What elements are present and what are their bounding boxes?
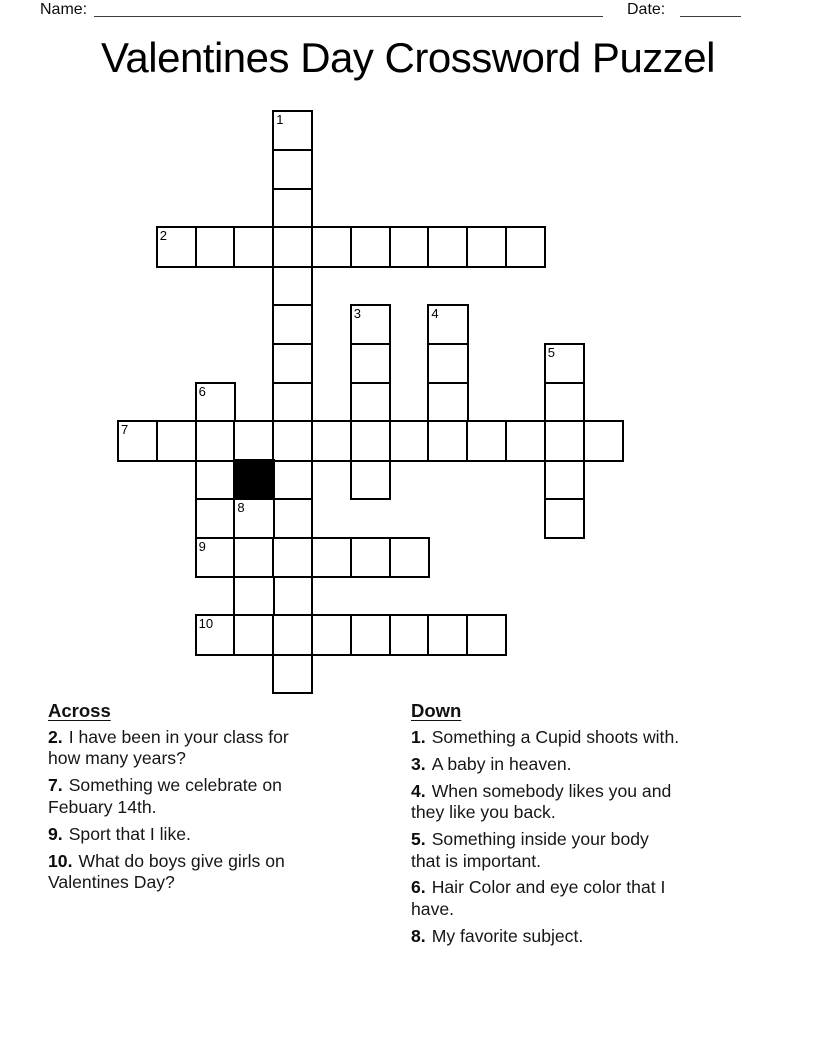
grid-cell[interactable] (272, 226, 313, 267)
black-cell (233, 459, 274, 500)
clue-number: 8. (411, 925, 426, 946)
cell-number: 7 (121, 422, 129, 438)
grid-cell[interactable] (505, 420, 546, 461)
grid-cell[interactable] (350, 459, 391, 500)
grid-cell[interactable] (272, 420, 313, 461)
grid-cell[interactable] (427, 382, 468, 423)
clue-number: 1. (411, 727, 426, 747)
across-clue-2 (48, 727, 388, 770)
across-clues-section (48, 700, 388, 899)
grid-cell[interactable] (544, 459, 585, 500)
name-write-line[interactable] (94, 0, 603, 17)
grid-cell[interactable] (389, 226, 430, 267)
down-clue-5 (411, 829, 791, 872)
across-clue-7 (48, 775, 388, 818)
cell-number: 4 (431, 306, 439, 321)
down-heading: Down (411, 700, 462, 721)
cell-number: 8 (237, 500, 245, 515)
grid-cell[interactable] (311, 537, 352, 578)
grid-cell[interactable] (233, 226, 274, 267)
grid-cell[interactable] (195, 498, 236, 539)
grid-cell[interactable] (427, 304, 468, 345)
down-clue-6 (411, 877, 791, 920)
grid-cell[interactable] (427, 420, 468, 461)
grid-cell[interactable] (272, 653, 313, 694)
grid-cell[interactable] (505, 226, 546, 267)
across-heading: Across (48, 700, 111, 721)
grid-cell[interactable] (350, 537, 391, 578)
down-clue-3 (411, 754, 791, 775)
grid-cell[interactable] (195, 382, 236, 423)
grid-cell[interactable] (466, 614, 507, 655)
cell-number: 3 (353, 306, 362, 321)
grid-cell[interactable] (389, 420, 430, 461)
clue-text: how many years? (48, 748, 186, 769)
clue-text: they like you back. (411, 802, 556, 823)
cell-number: 9 (198, 538, 206, 554)
grid-cell[interactable] (233, 614, 274, 655)
grid-cell[interactable] (427, 343, 468, 384)
cell-number: 6 (198, 383, 206, 399)
grid-cell[interactable] (272, 265, 313, 306)
grid-cell[interactable] (156, 420, 197, 461)
grid-cell[interactable] (272, 382, 313, 423)
grid-cell[interactable] (233, 420, 274, 461)
grid-cell[interactable] (195, 420, 236, 461)
clue-text: A baby in heaven. (431, 753, 572, 774)
clue-text: My favorite subject. (431, 925, 584, 946)
down-clue-8 (411, 926, 791, 947)
grid-cell[interactable] (233, 498, 274, 539)
clue-text: Something inside your body (431, 829, 649, 850)
grid-cell[interactable] (233, 576, 274, 617)
grid-cell[interactable] (427, 614, 468, 655)
clue-text: Something we celebrate on (68, 775, 282, 796)
grid-cell[interactable] (272, 110, 313, 151)
grid-cell[interactable] (272, 188, 313, 229)
clue-text: What do boys give girls on (78, 850, 285, 871)
grid-cell[interactable] (195, 226, 236, 267)
clue-text: Something a Cupid shoots with. (431, 727, 680, 747)
cell-number: 10 (198, 616, 214, 632)
grid-cell[interactable] (195, 614, 236, 655)
clue-text: Sport that I like. (68, 823, 191, 844)
clue-number: 7. (48, 775, 63, 796)
grid-cell[interactable] (350, 614, 391, 655)
grid-cell[interactable] (195, 459, 236, 500)
clue-text: Valentines Day? (48, 871, 175, 892)
grid-cell[interactable] (311, 226, 352, 267)
grid-cell[interactable] (272, 576, 313, 617)
grid-cell[interactable] (272, 459, 313, 500)
grid-cell[interactable] (583, 420, 624, 461)
grid-cell[interactable] (272, 498, 313, 539)
clue-number: 4. (411, 780, 426, 801)
grid-cell[interactable] (544, 420, 585, 461)
grid-cell[interactable] (427, 226, 468, 267)
clue-text: I have been in your class for (68, 727, 289, 747)
grid-cell[interactable] (233, 537, 274, 578)
grid-cell[interactable] (272, 614, 313, 655)
grid-cell[interactable] (117, 420, 158, 461)
clue-text: When somebody likes you and (431, 780, 672, 801)
cell-number: 2 (159, 228, 168, 244)
grid-cell[interactable] (350, 382, 391, 423)
clue-text: have. (411, 898, 455, 919)
grid-cell[interactable] (272, 343, 313, 384)
clue-number: 2. (48, 727, 63, 747)
grid-cell[interactable] (311, 420, 352, 461)
grid-cell[interactable] (466, 420, 507, 461)
page-title: Valentines Day Crossword Puzzel (101, 34, 715, 81)
cell-number: 1 (276, 112, 284, 127)
down-clue-4 (411, 781, 791, 824)
grid-cell[interactable] (311, 614, 352, 655)
grid-cell[interactable] (156, 226, 197, 267)
across-clue-9 (48, 824, 388, 845)
down-clue-1 (411, 727, 791, 748)
grid-cell[interactable] (544, 343, 585, 384)
grid-cell[interactable] (272, 304, 313, 345)
crossword-grid (117, 110, 625, 696)
grid-cell[interactable] (350, 343, 391, 384)
clue-text: that is important. (411, 850, 542, 871)
clue-number: 10. (48, 850, 73, 871)
clue-text: Febuary 14th. (48, 796, 157, 817)
grid-cell[interactable] (272, 149, 313, 190)
grid-cell[interactable] (195, 537, 236, 578)
clue-number: 5. (411, 829, 426, 850)
name-label: Name: (40, 1, 88, 18)
across-clue-10 (48, 851, 388, 894)
down-clues-section (411, 700, 791, 953)
date-write-line[interactable] (680, 0, 741, 17)
grid-cell[interactable] (350, 226, 391, 267)
grid-cell[interactable] (272, 537, 313, 578)
grid-cell[interactable] (350, 420, 391, 461)
grid-cell[interactable] (466, 226, 507, 267)
grid-cell[interactable] (389, 537, 430, 578)
grid-cell[interactable] (350, 304, 391, 345)
clue-text: Hair Color and eye color that I (431, 877, 666, 898)
grid-cell[interactable] (389, 614, 430, 655)
clue-number: 6. (411, 877, 426, 898)
clue-number: 9. (48, 823, 63, 844)
grid-cell[interactable] (544, 382, 585, 423)
grid-cell[interactable] (544, 498, 585, 539)
clue-number: 3. (411, 753, 426, 774)
cell-number: 5 (547, 344, 556, 360)
date-label: Date: (627, 1, 666, 18)
